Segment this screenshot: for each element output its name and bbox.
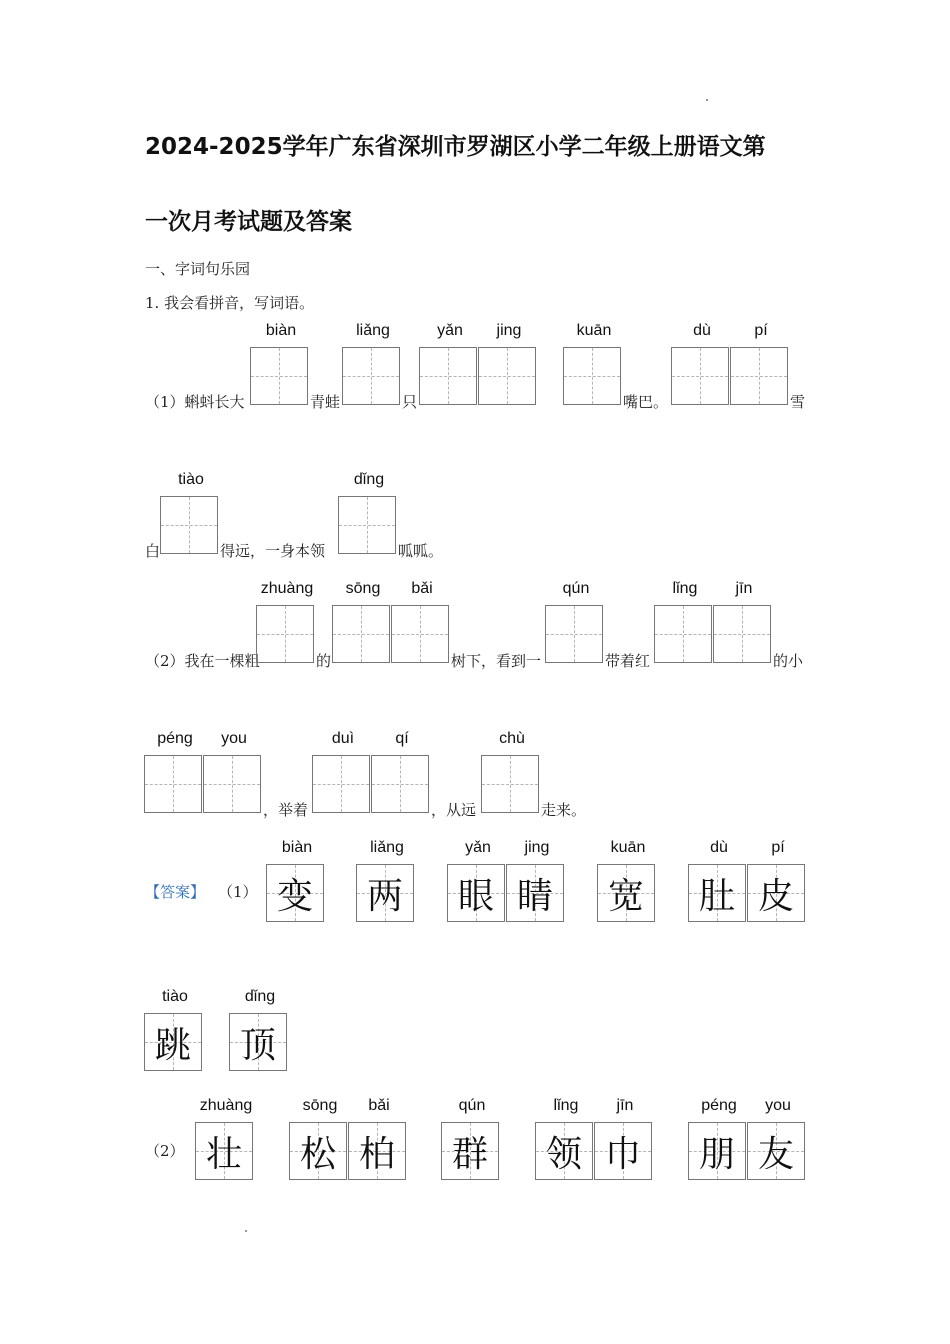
pinyin-label: qún: [458, 1097, 486, 1114]
pinyin-label: jing: [496, 322, 522, 339]
answer-character: 跳: [154, 1024, 191, 1066]
answer-character: 两: [366, 875, 403, 917]
grid-cell[interactable]: [256, 580, 314, 663]
grid-cell: [356, 839, 414, 922]
pinyin-label: yǎn: [437, 322, 463, 339]
pinyin-label: lǐng: [672, 580, 698, 597]
pinyin-label: you: [765, 1097, 791, 1114]
answer-character: 壮: [205, 1133, 242, 1175]
pinyin-label: biàn: [265, 322, 297, 339]
pinyin-label: biàn: [281, 839, 313, 856]
pinyin-label: sōng: [302, 1097, 338, 1114]
pinyin-label: kuān: [576, 322, 612, 339]
pinyin-label: qí: [395, 730, 409, 747]
grid-cell[interactable]: [342, 322, 400, 405]
pinyin-label: you: [221, 730, 247, 747]
pinyin-label: péng: [157, 730, 193, 747]
pinyin-label: chù: [499, 730, 525, 747]
q1-part1-text: 嘴巴。: [623, 393, 669, 411]
grid-cell[interactable]: [160, 471, 218, 554]
grid-cell: [594, 1097, 652, 1180]
answer-character: 皮: [757, 875, 794, 917]
grid-cell: [289, 1097, 347, 1180]
grid-cell[interactable]: [481, 730, 539, 813]
pinyin-label: tiào: [178, 471, 204, 488]
answer-part1-label: （1）: [218, 883, 258, 901]
q1-part1-text: 白: [145, 542, 161, 560]
grid-cell: [348, 1097, 406, 1180]
answer-character: 领: [545, 1133, 582, 1175]
grid-cell[interactable]: [338, 471, 396, 554]
grid-cell: [688, 1097, 746, 1180]
corner-mark: [706, 99, 708, 101]
pinyin-label: péng: [701, 1097, 737, 1114]
answer-label: 【答案】: [145, 883, 206, 901]
pinyin-label: bǎi: [411, 580, 433, 597]
q1-part1-text: 雪: [790, 393, 806, 411]
grid-cell[interactable]: [654, 580, 712, 663]
page-title-line-1: 2024-2025学年广东省深圳市罗湖区小学二年级上册语文第: [145, 134, 766, 160]
pinyin-label: pí: [754, 322, 768, 339]
pinyin-label: jīn: [616, 1097, 634, 1114]
grid-cell: [747, 839, 805, 922]
grid-cell: [506, 839, 564, 922]
q1-part2-text: ，举着: [263, 801, 309, 819]
answer-character: 顶: [239, 1024, 276, 1066]
section-heading: 一、字词句乐园: [145, 260, 251, 278]
answer-character: 睛: [516, 875, 553, 917]
answer-character: 变: [276, 875, 313, 917]
answer-character: 群: [451, 1133, 488, 1175]
answer-character: 巾: [604, 1133, 641, 1175]
q1-part2-label: （2）我在一棵粗: [145, 652, 260, 670]
q1-part2-text: ，从远: [431, 801, 477, 819]
grid-cell[interactable]: [713, 580, 771, 663]
grid-cell: [597, 839, 655, 922]
grid-cell: [144, 988, 202, 1071]
grid-cell[interactable]: [563, 322, 621, 405]
pinyin-label: jing: [524, 839, 550, 856]
answer-character: 朋: [698, 1133, 735, 1175]
grid-cell[interactable]: [144, 730, 202, 813]
q1-part1-text: 青蛙: [310, 393, 341, 411]
grid-cell: [747, 1097, 805, 1180]
q1-part2-text: 走来。: [541, 801, 587, 819]
grid-cell: [535, 1097, 593, 1180]
grid-cell[interactable]: [545, 580, 603, 663]
pinyin-label: dǐng: [353, 471, 385, 488]
answer-character: 柏: [358, 1133, 395, 1175]
pinyin-label: dù: [693, 322, 711, 339]
pinyin-label: qún: [562, 580, 590, 597]
grid-cell[interactable]: [332, 580, 390, 663]
q1-part1-text: 只: [402, 393, 418, 411]
answer-character: 松: [299, 1133, 336, 1175]
grid-cell[interactable]: [730, 322, 788, 405]
answer-character: 肚: [698, 875, 735, 917]
answer-character: 宽: [607, 875, 644, 917]
grid-cell[interactable]: [671, 322, 729, 405]
q1-part1-label: （1）蝌蚪长大: [145, 393, 245, 411]
pinyin-label: duì: [331, 730, 355, 747]
grid-cell[interactable]: [478, 322, 536, 405]
grid-cell: [688, 839, 746, 922]
page-title-line-2: 一次月考试题及答案: [145, 209, 352, 235]
pinyin-label: liǎng: [356, 322, 390, 339]
pinyin-label: dù: [710, 839, 728, 856]
grid-cell[interactable]: [391, 580, 449, 663]
pinyin-label: tiào: [162, 988, 188, 1005]
grid-cell: [266, 839, 324, 922]
answer-character: 友: [757, 1133, 794, 1175]
answer-character: 眼: [457, 875, 494, 917]
pinyin-label: zhuàng: [260, 580, 314, 597]
grid-cell[interactable]: [203, 730, 261, 813]
q1-part2-text: 的小: [773, 652, 804, 670]
grid-cell: [229, 988, 287, 1071]
answer-part2-label: （2）: [145, 1142, 185, 1160]
grid-cell[interactable]: [419, 322, 477, 405]
pinyin-label: sōng: [345, 580, 381, 597]
pinyin-label: zhuàng: [199, 1097, 253, 1114]
grid-cell: [195, 1097, 253, 1180]
q1-part1-text: 得远，一身本领: [220, 542, 326, 560]
pinyin-label: dǐng: [244, 988, 276, 1005]
pinyin-label: jīn: [735, 580, 753, 597]
q1-part1-text: 呱呱。: [398, 542, 444, 560]
grid-cell[interactable]: [250, 322, 308, 405]
grid-cell[interactable]: [371, 730, 429, 813]
pinyin-label: pí: [771, 839, 785, 856]
pinyin-label: liǎng: [370, 839, 404, 856]
q1-part2-text: 带着红: [605, 652, 651, 670]
pinyin-label: bǎi: [368, 1097, 390, 1114]
grid-cell[interactable]: [312, 730, 370, 813]
q1-part2-text: 的: [316, 652, 332, 670]
pinyin-label: kuān: [610, 839, 646, 856]
grid-cell: [447, 839, 505, 922]
pinyin-label: lǐng: [553, 1097, 579, 1114]
q1-part2-text: 树下，看到一: [451, 652, 542, 670]
pinyin-label: yǎn: [465, 839, 491, 856]
question-1-prompt: 1. 我会看拼音，写词语。: [145, 294, 315, 312]
footer-mark: [245, 1230, 247, 1232]
grid-cell: [441, 1097, 499, 1180]
